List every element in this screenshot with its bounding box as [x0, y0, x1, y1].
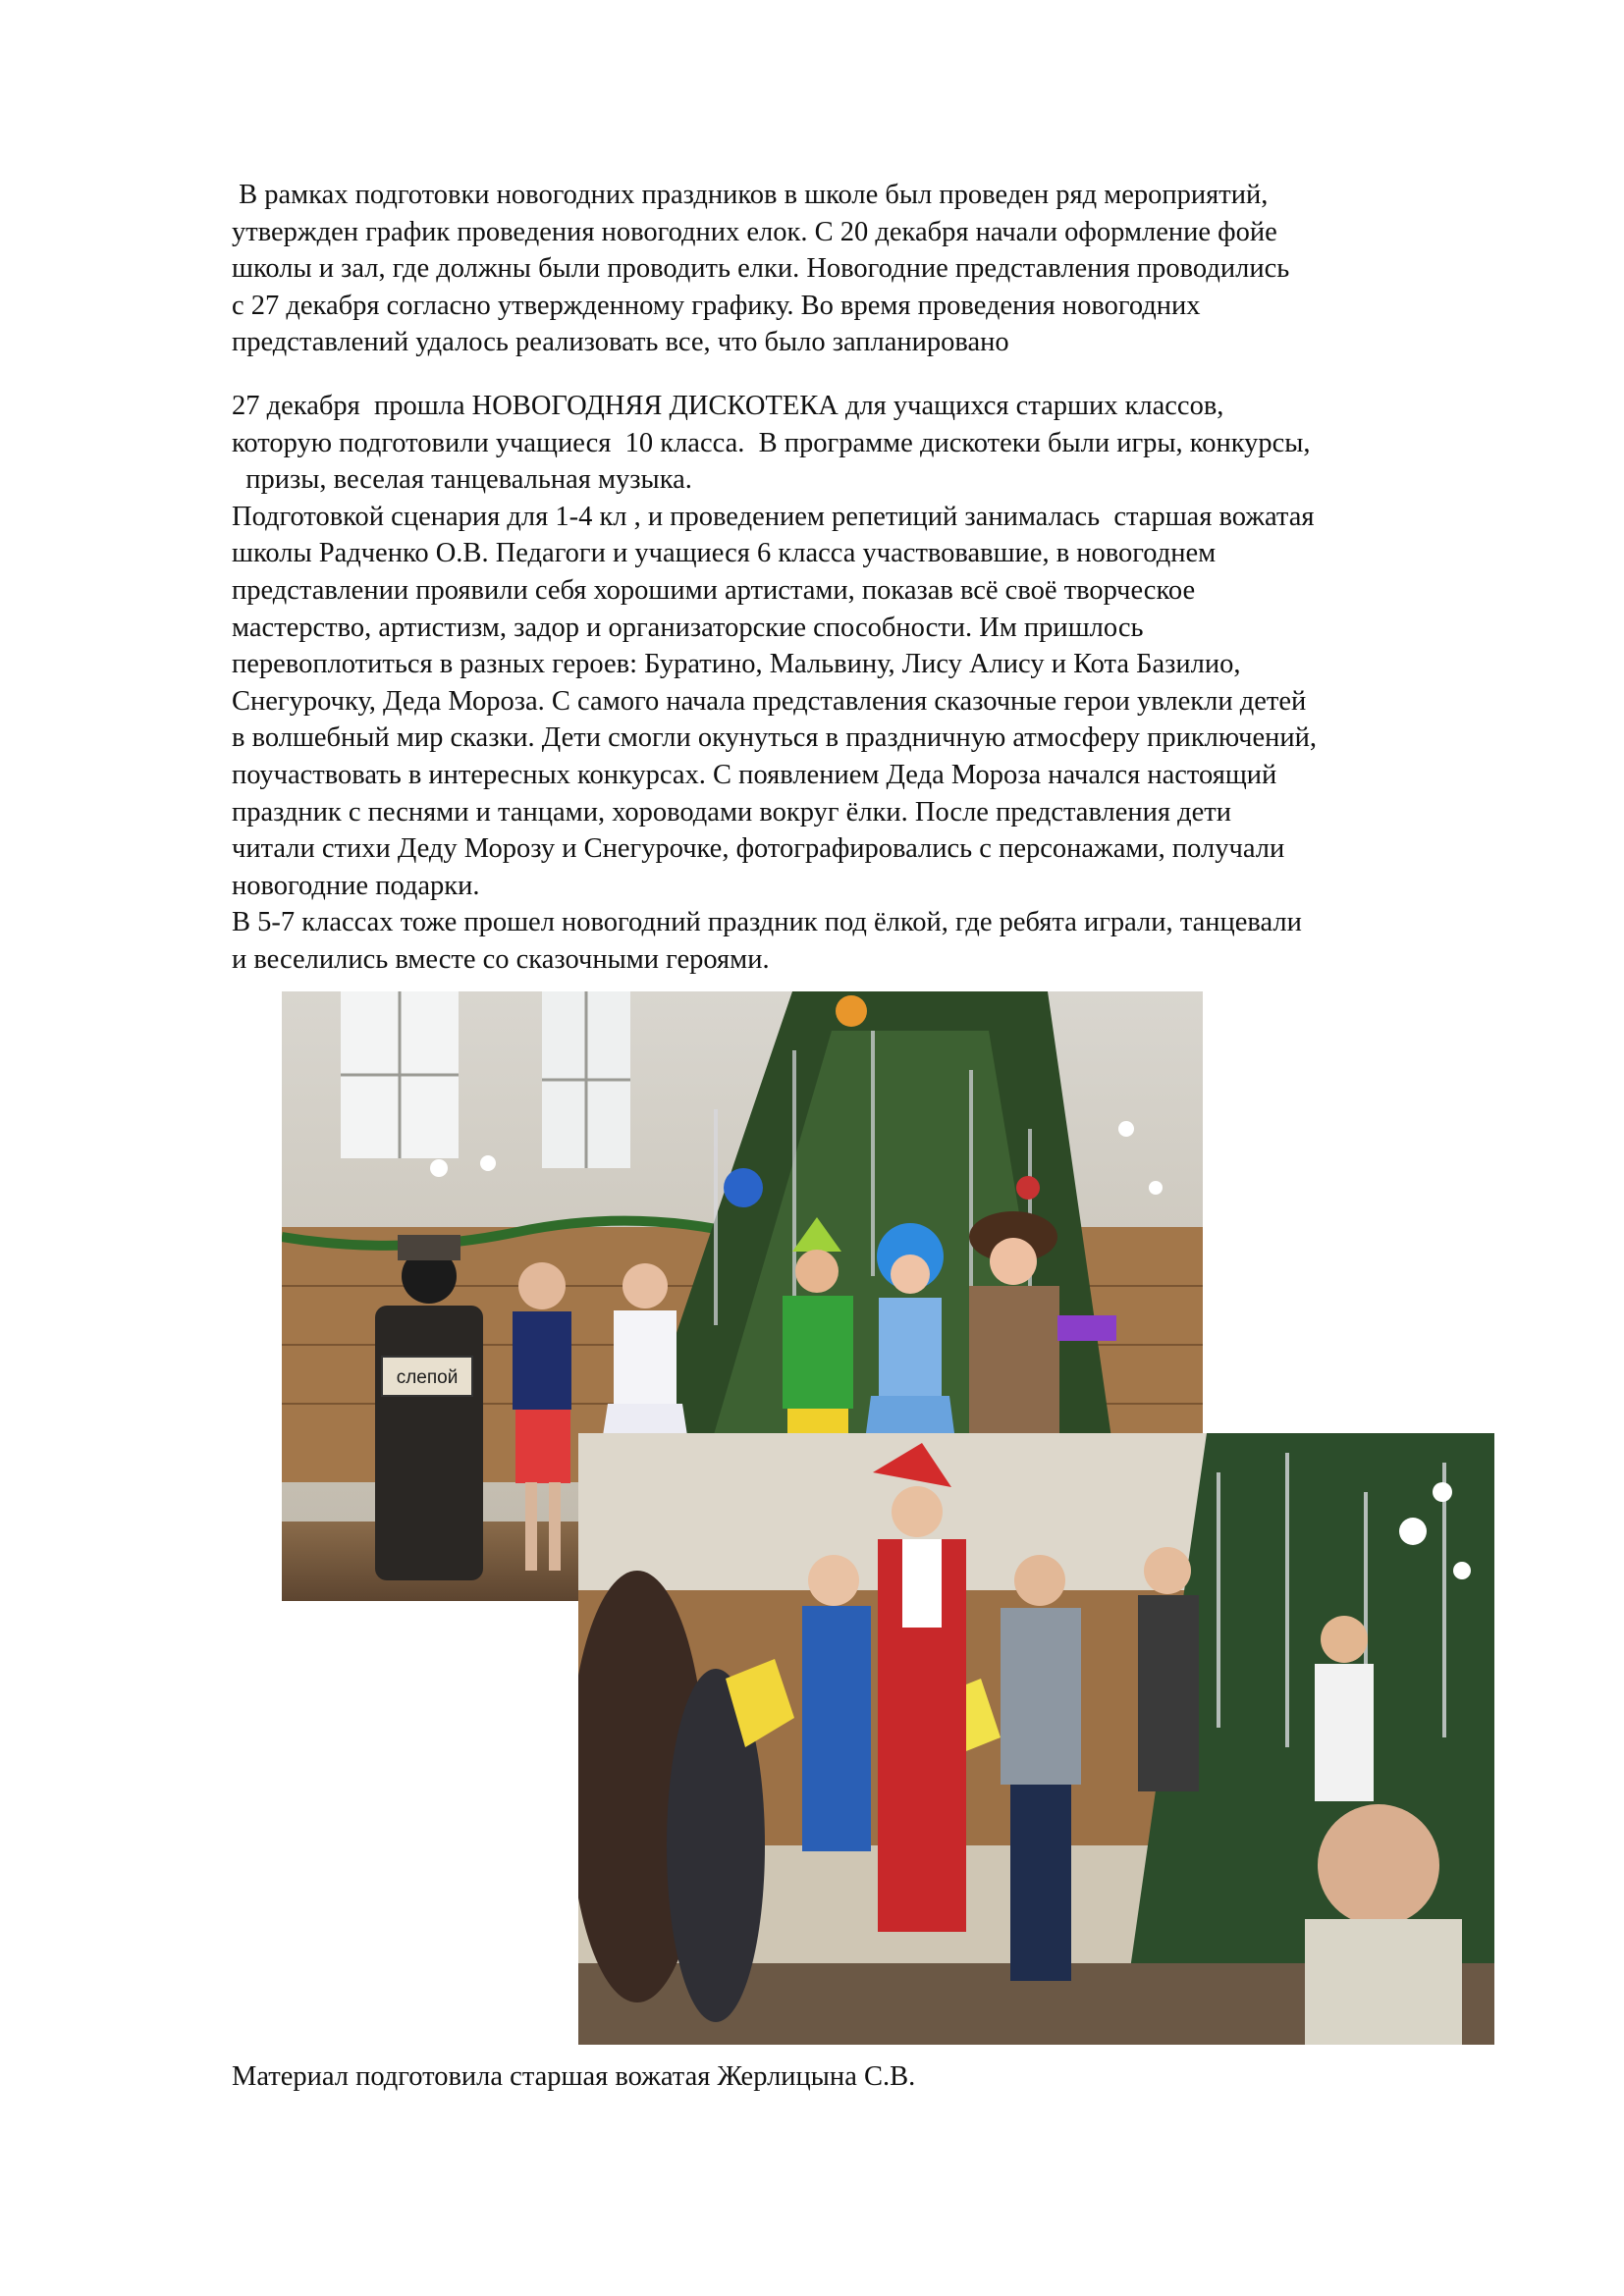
text-line: которую подготовили учащиеся 10 класса. В программе дискотеки были игры, конкурсы,: [232, 427, 1311, 458]
text-line: В рамках подготовки новогодних праздников в школе был проведен ряд мероприятий,: [232, 180, 1269, 210]
sign-text: слепой: [396, 1367, 459, 1388]
text-line: 27 декабря прошла НОВОГОДНЯЯ ДИСКОТЕКА для учащихся старших классов,: [232, 391, 1224, 421]
paragraph-intro: [232, 177, 1538, 361]
text-line: поучаствовать в интересных конкурсах. С появлением Деда Мороза начался настоящий: [232, 759, 1277, 790]
author-signature: Материал подготовила старшая вожатая Жерлицына С.В.: [232, 2061, 916, 2092]
text-line: утвержден график проведения новогодних елок. С 20 декабря начали оформление фойе: [232, 216, 1277, 247]
text-line: новогодние подарки.: [232, 870, 480, 901]
text-line: читали стихи Деду Морозу и Снегурочке, фотографировались с персонажами, получали: [232, 833, 1285, 865]
text-line: перевоплотиться в разных героев: Буратино, Мальвину, Лису Алису и Кота Базилио,: [232, 649, 1241, 680]
text-line: Снегурочку, Деда Мороза. С самого начала представления сказочные герои увлекли детей: [232, 685, 1307, 717]
text-line: Подготовкой сценария для 1-4 кл , и проведением репетиций занималась старшая вожатая: [232, 501, 1315, 532]
photo-children-with-father-frost: [578, 1433, 1494, 2045]
text-line: с 27 декабря согласно утвержденному графику. Во время проведения новогодних: [232, 290, 1201, 321]
text-line: В 5-7 классах тоже прошел новогодний праздник под ёлкой, где ребята играли, танцевали: [232, 907, 1302, 938]
text-line: школы и зал, где должны были проводить елки. Новогодние представления проводились: [232, 253, 1290, 285]
text-line: мастерство, артистизм, задор и организаторские способности. Им пришлось: [232, 612, 1144, 643]
paragraph-events: [232, 388, 1538, 979]
text-line: и веселились вместе со сказочными героями.: [232, 943, 770, 975]
text-line: школы Радченко О.В. Педагоги и учащиеся 6 класса участвовавшие, в новогоднем: [232, 538, 1217, 569]
text-line: представлений удалось реализовать все, что было запланировано: [232, 327, 1009, 358]
text-line: праздник с песнями и танцами, хороводами вокруг ёлки. После представления дети: [232, 796, 1231, 828]
text-line: в волшебный мир сказки. Дети смогли окунуться в праздничную атмосферу приключений,: [232, 722, 1317, 754]
text-line: призы, веселая танцевальная музыка.: [232, 464, 692, 496]
text-line: представлении проявили себя хорошими артистами, показав всё своё творческое: [232, 574, 1196, 606]
